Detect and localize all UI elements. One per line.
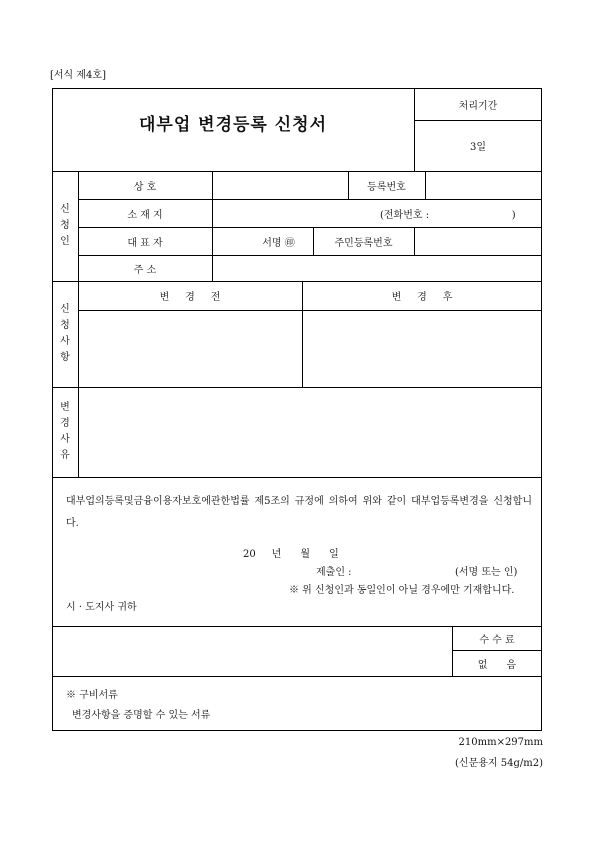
addressee: 시 · 도지사 귀하 [66,602,137,613]
paper-type: (신문용지 54g/m2) [455,758,543,769]
fee-value: 없 음 [477,659,517,671]
fee-label: 수 수 료 [479,634,515,646]
divider [414,227,415,255]
form-title: 대부업 변경등록 신청서 [138,115,328,135]
divider [78,310,542,311]
registration-number-label: 등록번호 [367,181,406,193]
representative-label: 대 표 자 [127,237,163,249]
resident-number-label: 주민등록번호 [334,237,393,249]
before-change-header: 변 경 전 [159,292,221,303]
divider [52,477,542,478]
divider [52,676,542,677]
submitter-label: 제출인 : [316,567,352,578]
form-number-label: [서식 제4호] [50,70,106,81]
divider [425,171,426,199]
applicant-section-label: 신 청 인 [60,204,70,247]
phone-number-field: (전화번호 : ) [380,209,516,221]
location-label: 소 재 지 [127,209,163,221]
submitter-note: ※ 위 신청인과 동일인이 아닐 경우에만 기재합니다. [289,585,515,596]
application-statement: 대부업의등록및금융이용자보호에관한법률 제5조의 규정에 의하여 위와 같이 대부업등록변경을 신청합니다. [66,496,532,529]
trade-name-label: 상 호 [133,181,157,193]
required-document-item: 변경사항을 증명할 수 있는 서류 [72,710,211,721]
sign-or-seal-label: (서명 또는 인) [455,567,518,578]
after-change-header: 변 경 후 [391,292,453,303]
reason-section-label: 변 경 사 유 [60,402,70,461]
signature-seal-label: 서명 ㊞ [262,237,295,249]
submission-date: 20 년 월 일 [243,549,339,560]
application-section-label: 신 청 사 항 [60,304,70,363]
paper-size: 210mm×297mm [458,737,543,748]
processing-period-value: 3일 [469,142,487,153]
address-label: 주 소 [133,264,157,276]
processing-period-label: 처리기간 [458,100,498,112]
required-documents-label: ※ 구비서류 [66,690,118,701]
divider [52,387,542,388]
divider [212,171,213,281]
